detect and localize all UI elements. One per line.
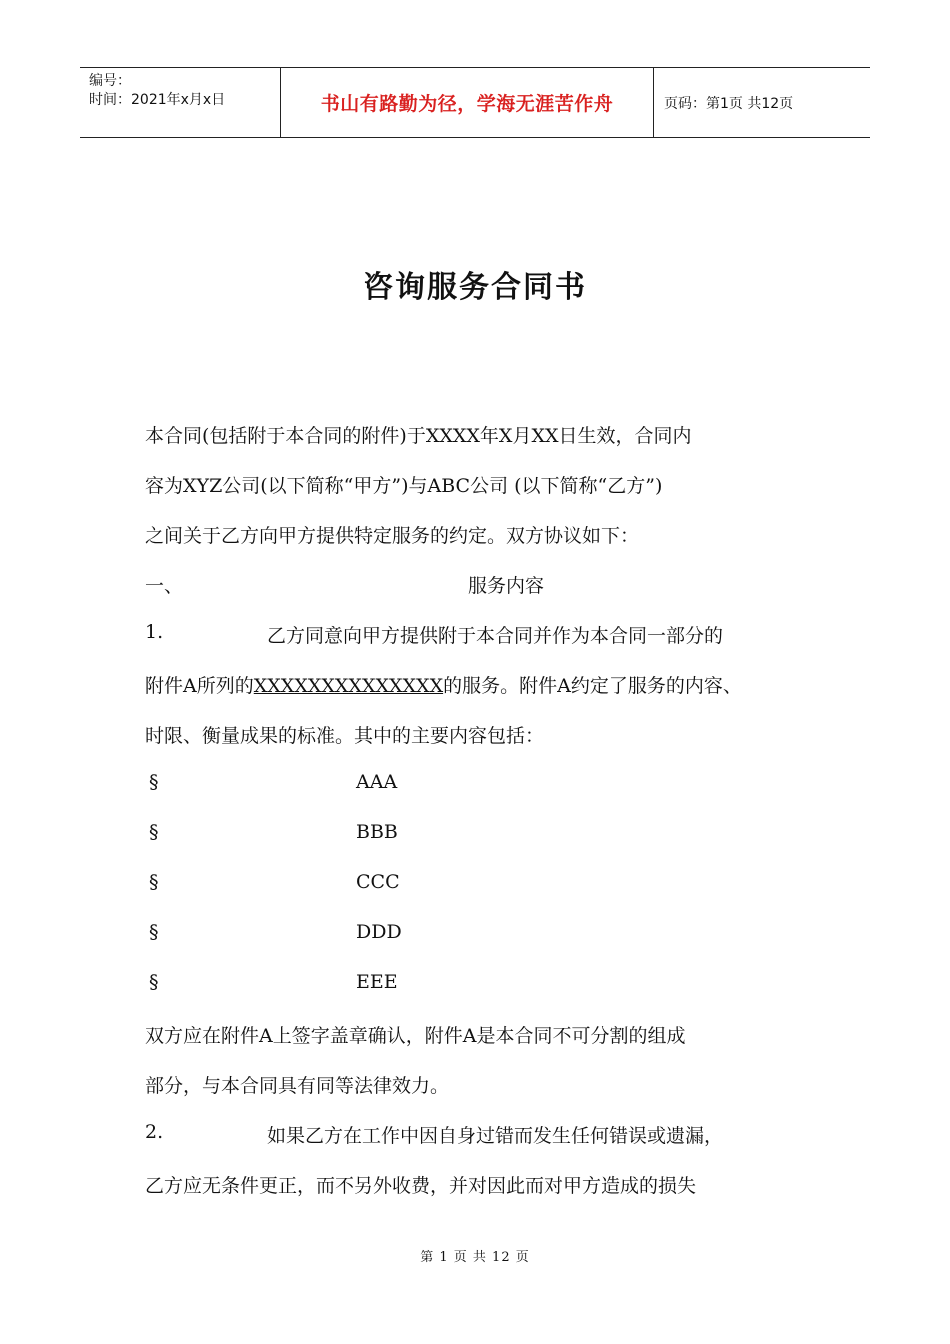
bullet-item: CCC [356, 871, 400, 893]
clause-2-number: 2. [145, 1121, 164, 1143]
page-header [80, 67, 870, 138]
intro-line-3: 之间关于乙方向甲方提供特定服务的约定。双方协议如下： [145, 525, 640, 547]
clause-1-text-c: 时限、衡量成果的标准。其中的主要内容包括： [145, 725, 545, 747]
document-date-label: 时间：2021年x月x日 [89, 92, 226, 108]
header-meta [80, 68, 281, 137]
bullet-mark: § [149, 921, 159, 943]
section-number: 一、 [145, 575, 184, 597]
bullet-mark: § [149, 821, 159, 843]
bullet-item: EEE [356, 971, 398, 993]
header-page-label: 页码：第1页 共12页 [664, 95, 794, 112]
bullet-mark: § [149, 971, 159, 993]
intro-line-1: 本合同(包括附于本合同的附件)于XXXX年X月XX日生效，合同内 [145, 425, 692, 447]
page-footer: 第 1 页 共 12 页 [420, 1250, 530, 1265]
bullet-mark: § [149, 771, 159, 793]
clause-1-text-a: 乙方同意向甲方提供附于本合同并作为本合同一部分的 [267, 625, 724, 647]
bullet-item: DDD [356, 921, 402, 943]
annex-confirmation-line-2: 部分，与本合同具有同等法律效力。 [145, 1075, 450, 1097]
clause-1-number: 1. [145, 621, 164, 643]
document-title: 咨询服务合同书 [363, 270, 587, 305]
clause-2-text-b: 乙方应无条件更正，而不另外收费，并对因此而对甲方造成的损失 [145, 1175, 697, 1197]
header-motto: 书山有路勤为径，学海无涯苦作舟 [281, 68, 654, 137]
clause-1-text-b [145, 671, 742, 698]
service-placeholder: XXXXXXXXXXXXXX [253, 675, 444, 697]
bullet-item: BBB [356, 821, 398, 843]
bullet-mark: § [149, 871, 159, 893]
intro-line-2: 容为XYZ公司(以下简称“甲方”)与ABC公司 (以下简称“乙方”) [145, 475, 663, 497]
section-heading: 服务内容 [468, 575, 545, 597]
document-number-label: 编号： [89, 73, 131, 89]
clause-1-text-b-pre: 附件A所列的 [145, 675, 254, 697]
bullet-item: AAA [356, 771, 398, 793]
clause-1-text-b-post: 的服务。附件A约定了服务的内容、 [443, 675, 742, 697]
header-page-number [654, 68, 870, 137]
clause-2-text-a: 如果乙方在工作中因自身过错而发生任何错误或遗漏， [267, 1125, 724, 1147]
annex-confirmation-line-1: 双方应在附件A上签字盖章确认，附件A是本合同不可分割的组成 [145, 1025, 686, 1047]
